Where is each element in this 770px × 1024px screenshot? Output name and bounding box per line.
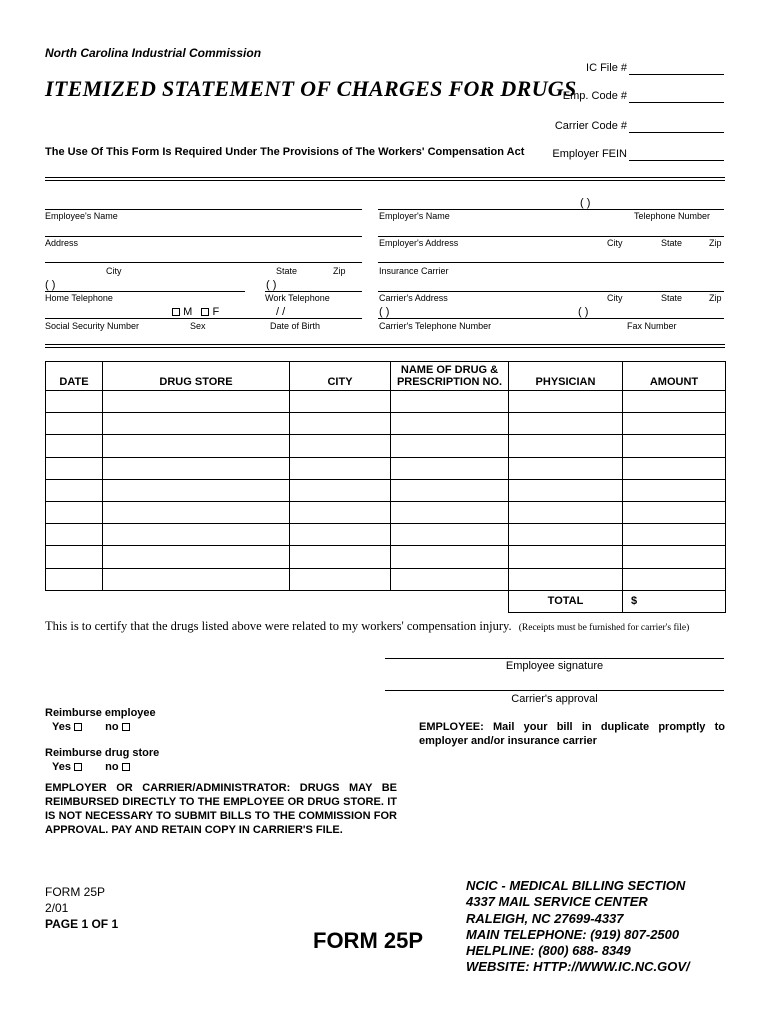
col-city-header: CITY [290,362,391,391]
employer-name-label: Employer's Name [379,211,450,221]
table-cell[interactable] [103,524,290,546]
dollar-sign: $ [631,595,638,608]
main-telephone: MAIN TELEPHONE: (919) 807-2500 [466,926,680,942]
table-cell[interactable] [509,435,623,457]
ic-file-label: IC File # [586,62,627,74]
table-cell[interactable] [391,391,509,413]
ic-file-field[interactable] [629,74,724,75]
employer-state-label: State [661,238,683,248]
table-cell[interactable] [509,501,623,523]
dob-slashes: / / [276,306,286,318]
table-cell[interactable] [290,435,391,457]
divider-mid [45,344,725,345]
employer-address-field[interactable] [378,236,724,237]
ssn-label: Social Security Number [45,321,140,331]
table-cell[interactable] [290,568,391,590]
reimburse-drug-store-yes-label: Yes [52,761,71,773]
table-row [46,524,726,546]
table-cell[interactable] [509,413,623,435]
reimburse-drug-store-label: Reimburse drug store [45,747,160,759]
home-telephone-label: Home Telephone [45,293,113,303]
col-drug-name-header: NAME OF DRUG & PRESCRIPTION NO. [391,362,509,391]
reimburse-drug-store-no-checkbox[interactable] [122,763,130,771]
table-cell[interactable] [46,435,103,457]
employee-name-label: Employee's Name [45,211,118,221]
table-row [46,391,726,413]
form-info [45,884,118,932]
table-cell[interactable] [391,457,509,479]
drug-charges-table [45,361,726,613]
carrier-code-field[interactable] [629,132,724,133]
table-cell[interactable] [509,457,623,479]
table-cell[interactable] [391,524,509,546]
reimburse-employee-no-checkbox[interactable] [122,723,130,731]
table-cell[interactable] [46,501,103,523]
table-cell[interactable] [46,413,103,435]
table-cell[interactable] [391,546,509,568]
reimburse-drug-store-yes-checkbox[interactable] [74,763,82,771]
table-cell[interactable] [509,391,623,413]
table-cell[interactable] [46,546,103,568]
employer-fein-label: Employer FEIN [552,148,627,160]
carrier-code-label: Carrier Code # [554,120,627,132]
reimburse-employee-options [52,721,130,733]
certification-statement [45,619,689,634]
fax-parens: ( ) [578,306,589,318]
helpline: HELPLINE: (800) 688- 8349 [466,943,631,959]
table-cell[interactable] [103,413,290,435]
sex-checkboxes[interactable] [172,306,219,318]
ssn-sex-dob-field[interactable] [45,318,362,319]
carrier-address-label: Carrier's Address [379,293,448,303]
table-cell[interactable] [391,568,509,590]
col-physician-header: PHYSICIAN [509,362,623,391]
form-number-large: FORM 25P [313,928,424,953]
table-cell[interactable] [623,391,726,413]
total-spacer [46,590,509,612]
table-cell[interactable] [290,479,391,501]
table-cell[interactable] [623,546,726,568]
form-id: FORM 25P [45,885,106,899]
emp-code-field[interactable] [629,102,724,103]
table-cell[interactable] [46,479,103,501]
sex-m-label: M [183,306,193,318]
table-cell[interactable] [103,479,290,501]
table-cell[interactable] [46,524,103,546]
page-number: PAGE 1 OF 1 [45,917,119,931]
website: WEBSITE: HTTP://WWW.IC.NC.GOV/ [466,959,690,975]
employer-notice: EMPLOYER OR CARRIER/ADMINISTRATOR: DRUGS MAY BE REIMBURSED DIRECTLY TO THE EMPLOYEE OR DRUG STORE. IT IS NOT NECESSARY TO SUBMIT BILLS TO THE COMMISSION FOR APPROVAL. PAY AND RETAIN COPY IN CARRIER'S FILE. [45,782,397,836]
table-cell[interactable] [509,546,623,568]
table-cell[interactable] [623,501,726,523]
reimburse-employee-yes-checkbox[interactable] [74,723,82,731]
employer-fein-field[interactable] [629,160,724,161]
insurance-carrier-field[interactable] [378,262,724,263]
table-cell[interactable] [103,501,290,523]
carrier-telephone-label: Carrier's Telephone Number [379,321,492,331]
table-cell[interactable] [103,568,290,590]
drug-rows [46,391,726,591]
sex-f-label: F [212,306,220,318]
table-cell[interactable] [623,435,726,457]
table-cell[interactable] [46,568,103,590]
table-cell[interactable] [391,501,509,523]
address-field[interactable] [45,236,362,237]
carrier-approval-field[interactable] [385,690,724,691]
table-row [46,457,726,479]
table-cell[interactable] [290,413,391,435]
table-cell[interactable] [509,479,623,501]
employer-address-label: Employer's Address [379,238,459,248]
table-cell[interactable] [103,457,290,479]
employer-zip-label: Zip [709,238,722,248]
table-row [46,546,726,568]
employer-phone-parens: ( ) [580,197,591,209]
reimburse-employee-label: Reimburse employee [45,707,156,719]
carrier-phone-fax-field[interactable] [378,318,724,319]
total-label: TOTAL [509,590,623,612]
carrier-approval-label: Carrier's approval [511,693,598,705]
reimburse-employee-no-label: no [105,721,119,733]
total-row [46,590,726,612]
reimburse-employee-yes-label: Yes [52,721,71,733]
carrier-state-label: State [661,293,683,303]
divider-mid-2 [45,347,725,348]
sex-f-checkbox[interactable] [201,308,209,316]
work-telephone-label: Work Telephone [265,293,330,303]
employee-signature-label: Employee signature [505,660,604,672]
table-cell[interactable] [290,501,391,523]
table-row [46,501,726,523]
table-row [46,479,726,501]
employer-telephone-label: Telephone Number [634,211,711,221]
city-state-zip-field[interactable] [45,262,362,263]
form-revision: 2/01 [45,901,69,915]
table-row [46,435,726,457]
table-cell[interactable] [290,524,391,546]
reimburse-drug-store-options [52,761,130,773]
table-cell[interactable] [290,391,391,413]
mail-address-line2: RALEIGH, NC 27699-4337 [466,910,624,926]
address-label: Address [45,238,79,248]
table-cell[interactable] [391,479,509,501]
dob-label: Date of Birth [270,321,321,331]
table-cell[interactable] [103,546,290,568]
sex-m-checkbox[interactable] [172,308,180,316]
table-cell[interactable] [623,457,726,479]
col-amount-header: AMOUNT [623,362,726,391]
table-cell[interactable] [103,391,290,413]
carrier-phone-parens: ( ) [379,306,390,318]
work-telephone-field[interactable] [265,291,362,292]
contact-block [466,878,690,976]
table-cell[interactable] [623,413,726,435]
employee-signature-field[interactable] [385,658,724,659]
fax-number-label: Fax Number [627,321,677,331]
table-cell[interactable] [46,457,103,479]
agency-name: North Carolina Industrial Commission [45,46,262,60]
table-cell[interactable] [103,435,290,457]
employer-city-label: City [607,238,623,248]
table-row [46,568,726,590]
table-cell[interactable] [290,457,391,479]
zip-label: Zip [333,266,346,276]
table-cell[interactable] [623,479,726,501]
reimburse-drug-store-no-label: no [105,761,119,773]
table-cell[interactable] [46,391,103,413]
requirement-text: The Use Of This Form Is Required Under The Provisions of The Workers' Compensation Act [45,146,525,158]
divider-top [45,177,725,178]
receipts-note: (Receipts must be furnished for carrier's file) [518,623,690,633]
col-date-header: DATE [46,362,103,391]
billing-section: NCIC - MEDICAL BILLING SECTION [466,878,686,893]
table-cell[interactable] [623,568,726,590]
carrier-address-field[interactable] [378,291,724,292]
home-telephone-field[interactable] [45,291,245,292]
mail-address-line1: 4337 MAIL SERVICE CENTER [466,894,648,910]
total-amount-field[interactable] [623,590,726,612]
certification-text: This is to certify that the drugs listed above were related to my workers' compensation injury. [45,619,512,633]
carrier-city-label: City [607,293,623,303]
table-cell[interactable] [509,568,623,590]
work-phone-parens: ( ) [266,279,277,291]
divider-top-2 [45,180,725,181]
table-cell[interactable] [290,546,391,568]
carrier-zip-label: Zip [709,293,722,303]
table-cell[interactable] [391,413,509,435]
table-header-row [46,362,726,391]
table-row [46,413,726,435]
employer-name-field[interactable] [378,209,724,210]
table-cell[interactable] [623,524,726,546]
table-cell[interactable] [509,524,623,546]
form-title: ITEMIZED STATEMENT OF CHARGES FOR DRUGS [45,76,577,101]
insurance-carrier-label: Insurance Carrier [379,266,449,276]
table-cell[interactable] [391,435,509,457]
city-label: City [106,266,122,276]
employee-name-field[interactable] [45,209,362,210]
emp-code-label: Emp. Code # [562,90,627,102]
home-phone-parens: ( ) [45,279,56,291]
employee-notice: EMPLOYEE: Mail your bill in duplicate promptly to employer and/or insurance carrier [419,721,725,747]
col-drug-store-header: DRUG STORE [103,362,290,391]
sex-label: Sex [190,321,206,331]
state-label: State [276,266,298,276]
